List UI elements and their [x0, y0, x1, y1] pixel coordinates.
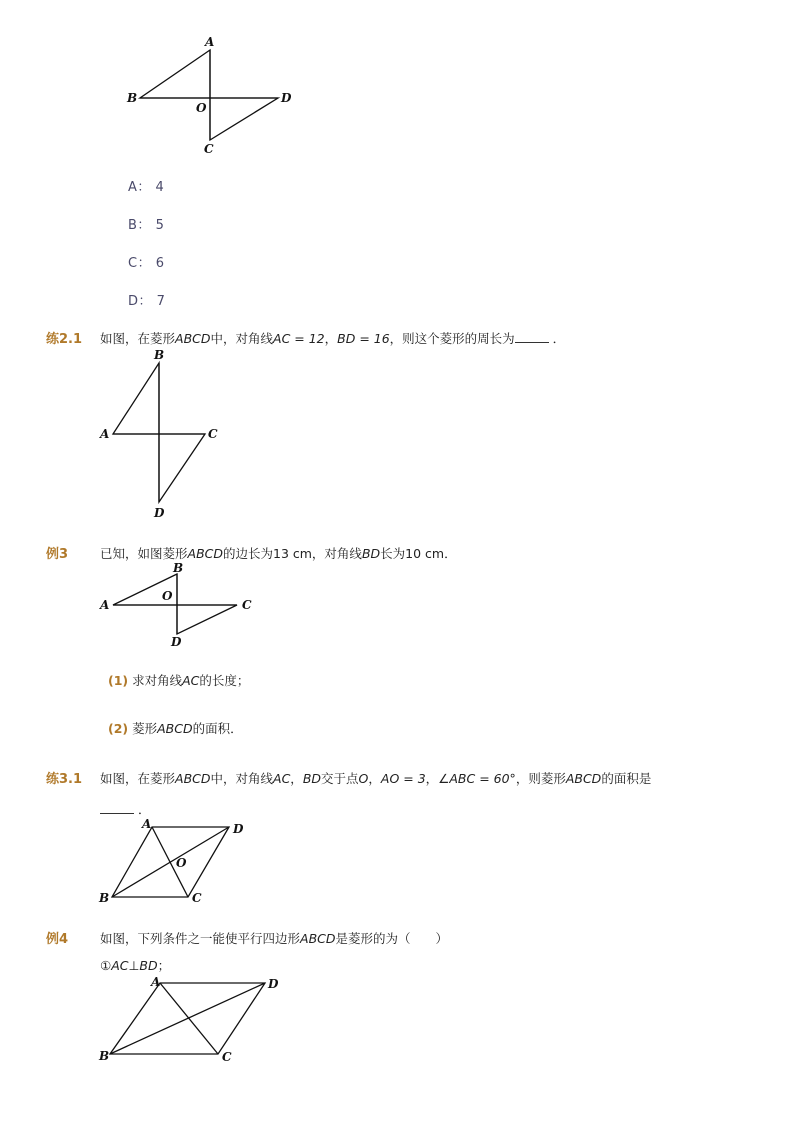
option-value: 7 [156, 294, 166, 309]
example-tag-3: 例3 [46, 547, 69, 562]
example-tag-4: 例4 [46, 932, 69, 947]
vertex-label-b: B [127, 91, 138, 105]
option-letter: B： [128, 218, 151, 233]
option-letter: A： [128, 180, 151, 195]
vertex-label-c: C [242, 598, 252, 612]
example-3-part-2: (2) 菱形ABCD的面积． [108, 721, 243, 736]
example-3-question: 已知，如图菱形ABCD的边长为13 cm，对角线BD长为10 cm． [100, 546, 457, 561]
example-4-question: 如图，下列条件之一能使平行四边形ABCD是菱形的为（ ） [100, 931, 449, 946]
vertex-label-c: C [204, 142, 214, 156]
exercise-tag-2-1: 练2.1 [46, 332, 83, 347]
vertex-label-d: D [233, 822, 244, 836]
exercise-2-1-question: 如图，在菱形ABCD中，对角线AC = 12，BD = 16，则这个菱形的周长为 ． [100, 331, 566, 346]
vertex-label-b: B [99, 1049, 110, 1063]
center-label-o: O [162, 589, 173, 603]
center-label-o: O [196, 101, 207, 115]
option-a[interactable] [128, 176, 164, 195]
vertex-label-d: D [171, 635, 182, 649]
option-b[interactable] [128, 214, 164, 233]
vertex-label-d: D [281, 91, 292, 105]
vertex-label-c: C [208, 427, 218, 441]
parallelogram-figure-5 [95, 970, 295, 1070]
vertex-label-b: B [99, 891, 110, 905]
vertex-label-a: A [100, 427, 110, 441]
exercise-3-1-question: 如图，在菱形ABCD中，对角线AC，BD交于点O，AO = 3，∠ABC = 60°，则菱形ABCD的面积是 [100, 771, 652, 786]
option-letter: C： [128, 256, 152, 271]
rhombus-figure-2 [95, 345, 230, 525]
vertex-label-a: A [205, 35, 215, 49]
center-label-o: O [176, 856, 187, 870]
option-d[interactable] [128, 290, 165, 309]
vertex-label-a: A [142, 817, 152, 831]
option-letter: D： [128, 294, 153, 309]
vertex-label-a: A [151, 975, 161, 989]
answer-blank[interactable] [515, 332, 549, 343]
answer-blank[interactable] [100, 803, 134, 814]
vertex-label-a: A [100, 598, 110, 612]
exercise-tag-3-1: 练3.1 [46, 772, 83, 787]
rhombus-figure-3 [95, 562, 265, 652]
rhombus-outline [140, 50, 278, 140]
rhombus-figure-1 [120, 35, 310, 160]
vertex-label-d: D [268, 977, 279, 991]
example-3-part-1: (1) 求对角线AC的长度； [108, 673, 250, 688]
vertex-label-b: B [173, 561, 184, 575]
rhombus-figure-4 [95, 815, 265, 910]
vertex-label-d: D [154, 506, 165, 520]
diagonal-bd [112, 827, 229, 897]
exercise-3-1-answer-line: ． [100, 800, 151, 818]
rhombus-outline [113, 574, 237, 634]
option-c[interactable] [128, 252, 165, 271]
example-4-condition-1: ①AC⊥BD； [100, 958, 171, 973]
vertex-label-c: C [222, 1050, 232, 1064]
option-value: 5 [155, 218, 165, 233]
option-value: 6 [155, 256, 165, 271]
vertex-label-c: C [192, 891, 202, 905]
vertex-label-b: B [154, 348, 165, 362]
option-value: 4 [155, 180, 165, 195]
